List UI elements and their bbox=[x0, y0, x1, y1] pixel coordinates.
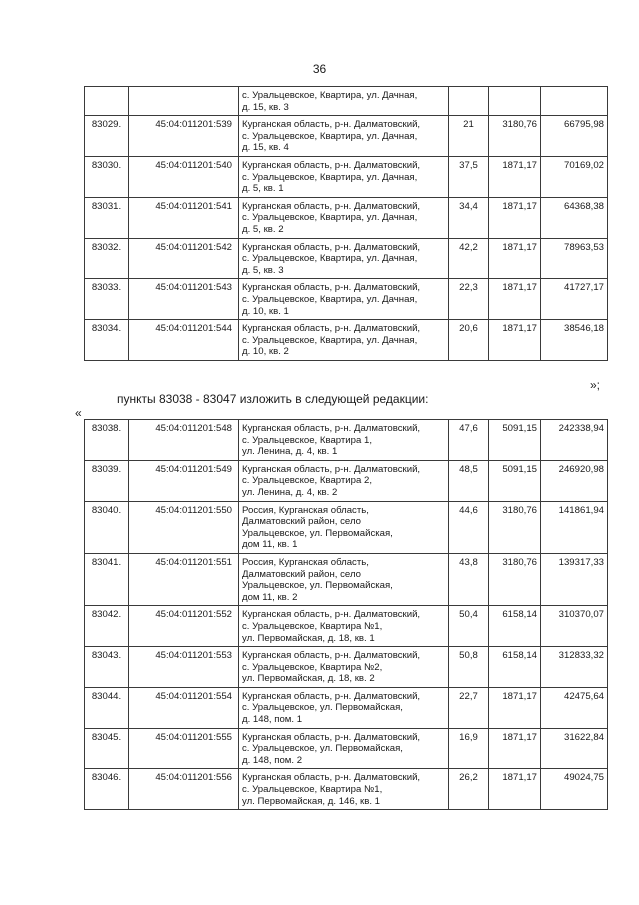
area-cell: 50,8 bbox=[449, 647, 489, 688]
address-cell bbox=[239, 769, 449, 810]
address-line: ул. Первомайская, д. 18, кв. 1 bbox=[242, 632, 375, 644]
table-row bbox=[85, 116, 608, 157]
cadastral-value-cell bbox=[541, 87, 608, 116]
cadastral-value-cell: 242338,94 bbox=[541, 420, 608, 461]
cadastral-number-cell: 45:04:011201:540 bbox=[129, 156, 239, 197]
unit-price-cell: 1871,17 bbox=[489, 320, 541, 361]
row-number-cell: 83045. bbox=[85, 728, 129, 769]
table-body bbox=[85, 87, 608, 361]
cadastral-value-cell: 139317,33 bbox=[541, 553, 608, 605]
address-line: дом 11, кв. 2 bbox=[242, 591, 298, 603]
address-line: Курганская область, р-н. Далматовский, bbox=[242, 423, 421, 434]
row-number-cell: 83031. bbox=[85, 197, 129, 238]
address-line: с. Уральцевское, ул. Первомайская, bbox=[242, 743, 403, 755]
address-line: ул. Ленина, д. 4, кв. 2 bbox=[242, 486, 338, 498]
property-table-continued bbox=[84, 86, 608, 361]
address-line: д. 15, кв. 4 bbox=[242, 142, 289, 154]
unit-price-cell: 6158,14 bbox=[489, 606, 541, 647]
cadastral-number-cell: 45:04:011201:541 bbox=[129, 197, 239, 238]
address-cell bbox=[239, 197, 449, 238]
closing-quote-mark: »; bbox=[590, 378, 601, 392]
cadastral-value-cell: 312833,32 bbox=[541, 647, 608, 688]
address-line: Курганская область, р-н. Далматовский, bbox=[242, 282, 421, 294]
table-row bbox=[85, 687, 608, 728]
table-row bbox=[85, 87, 608, 116]
area-cell: 48,5 bbox=[449, 460, 489, 501]
row-number-cell: 83043. bbox=[85, 647, 129, 688]
unit-price-cell: 3180,76 bbox=[489, 116, 541, 157]
row-number-cell: 83029. bbox=[85, 116, 129, 157]
table-row bbox=[85, 420, 608, 461]
area-cell: 50,4 bbox=[449, 606, 489, 647]
address-line: Россия, Курганская область, bbox=[242, 556, 369, 568]
address-cell bbox=[239, 687, 449, 728]
cadastral-value-cell: 42475,64 bbox=[541, 687, 608, 728]
amendment-instruction: пункты 83038 - 83047 изложить в следующей редакции: bbox=[117, 392, 429, 406]
address-line: Курганская область, р-н. Далматовский, bbox=[242, 241, 421, 253]
row-number-cell: 83046. bbox=[85, 769, 129, 810]
address-line: Россия, Курганская область, bbox=[242, 504, 369, 516]
cadastral-number-cell: 45:04:011201:552 bbox=[129, 606, 239, 647]
row-number-cell: 83040. bbox=[85, 501, 129, 553]
table-row bbox=[85, 647, 608, 688]
address-line: с. Уральцевское, Квартира 2, bbox=[242, 475, 373, 487]
property-table-amended bbox=[84, 419, 608, 810]
area-cell: 20,6 bbox=[449, 320, 489, 361]
cadastral-value-cell: 310370,07 bbox=[541, 606, 608, 647]
address-line: Курганская область, р-н. Далматовский, bbox=[242, 119, 421, 131]
address-line: д. 5, кв. 1 bbox=[242, 183, 284, 195]
unit-price-cell: 5091,15 bbox=[489, 420, 541, 461]
unit-price-cell: 1871,17 bbox=[489, 728, 541, 769]
table-row bbox=[85, 769, 608, 810]
address-line: с. Уральцевское, Квартира, ул. Дачная, bbox=[242, 90, 418, 101]
unit-price-cell: 1871,17 bbox=[489, 197, 541, 238]
cadastral-value-cell: 49024,75 bbox=[541, 769, 608, 810]
unit-price-cell bbox=[489, 87, 541, 116]
row-number-cell: 83034. bbox=[85, 320, 129, 361]
address-line: Курганская область, р-н. Далматовский, bbox=[242, 609, 421, 621]
address-cell bbox=[239, 420, 449, 461]
area-cell: 42,2 bbox=[449, 238, 489, 279]
cadastral-number-cell: 45:04:011201:554 bbox=[129, 687, 239, 728]
address-line: Далматовский район, село bbox=[242, 516, 361, 528]
table-row bbox=[85, 238, 608, 279]
cadastral-number-cell: 45:04:011201:544 bbox=[129, 320, 239, 361]
row-number-cell: 83044. bbox=[85, 687, 129, 728]
address-line: дом 11, кв. 1 bbox=[242, 539, 298, 551]
area-cell: 22,3 bbox=[449, 279, 489, 320]
address-line: Курганская область, р-н. Далматовский, bbox=[242, 200, 421, 212]
address-cell bbox=[239, 116, 449, 157]
address-cell bbox=[239, 460, 449, 501]
address-line: д. 10, кв. 1 bbox=[242, 305, 289, 317]
unit-price-cell: 1871,17 bbox=[489, 156, 541, 197]
address-line: Курганская область, р-н. Далматовский, bbox=[242, 463, 421, 475]
table-row bbox=[85, 320, 608, 361]
address-line: Курганская область, р-н. Далматовский, bbox=[242, 323, 421, 335]
area-cell: 26,2 bbox=[449, 769, 489, 810]
address-line: Курганская область, р-н. Далматовский, bbox=[242, 159, 421, 171]
address-line: Курганская область, р-н. Далматовский, bbox=[242, 772, 421, 784]
area-cell: 21 bbox=[449, 116, 489, 157]
address-line: с. Уральцевское, Квартира 1, bbox=[242, 434, 373, 446]
cadastral-number-cell: 45:04:011201:542 bbox=[129, 238, 239, 279]
address-line: с. Уральцевское, Квартира, ул. Дачная, bbox=[242, 171, 418, 183]
table-row bbox=[85, 460, 608, 501]
table-row bbox=[85, 279, 608, 320]
area-cell: 22,7 bbox=[449, 687, 489, 728]
address-cell bbox=[239, 156, 449, 197]
area-cell: 34,4 bbox=[449, 197, 489, 238]
address-cell bbox=[239, 728, 449, 769]
cadastral-value-cell: 41727,17 bbox=[541, 279, 608, 320]
opening-quote-mark: « bbox=[75, 406, 82, 420]
address-line: с. Уральцевское, ул. Первомайская, bbox=[242, 702, 403, 714]
address-line: ул. Ленина, д. 4, кв. 1 bbox=[242, 446, 338, 458]
area-cell: 43,8 bbox=[449, 553, 489, 605]
row-number-cell: 83041. bbox=[85, 553, 129, 605]
address-line: Курганская область, р-н. Далматовский, bbox=[242, 731, 421, 743]
unit-price-cell: 3180,76 bbox=[489, 501, 541, 553]
unit-price-cell: 1871,17 bbox=[489, 687, 541, 728]
address-line: Курганская область, р-н. Далматовский, bbox=[242, 690, 421, 702]
address-line: с. Уральцевское, Квартира №1, bbox=[242, 620, 383, 632]
row-number-cell bbox=[85, 87, 129, 116]
address-cell bbox=[239, 87, 449, 116]
cadastral-number-cell: 45:04:011201:549 bbox=[129, 460, 239, 501]
cadastral-number-cell: 45:04:011201:548 bbox=[129, 420, 239, 461]
cadastral-value-cell: 38546,18 bbox=[541, 320, 608, 361]
address-line: д. 5, кв. 3 bbox=[242, 264, 284, 276]
address-line: с. Уральцевское, Квартира, ул. Дачная, bbox=[242, 253, 418, 265]
table-row bbox=[85, 606, 608, 647]
area-cell: 16,9 bbox=[449, 728, 489, 769]
address-line: д. 148, пом. 2 bbox=[242, 754, 303, 766]
unit-price-cell: 1871,17 bbox=[489, 238, 541, 279]
address-line: с. Уральцевское, Квартира №2, bbox=[242, 661, 383, 673]
cadastral-number-cell: 45:04:011201:551 bbox=[129, 553, 239, 605]
page-number: 36 bbox=[312, 62, 327, 76]
area-cell: 44,6 bbox=[449, 501, 489, 553]
address-line: Курганская область, р-н. Далматовский, bbox=[242, 650, 421, 662]
address-line: с. Уральцевское, Квартира, ул. Дачная, bbox=[242, 212, 418, 224]
row-number-cell: 83032. bbox=[85, 238, 129, 279]
area-cell: 47,6 bbox=[449, 420, 489, 461]
row-number-cell: 83030. bbox=[85, 156, 129, 197]
area-cell bbox=[449, 87, 489, 116]
cadastral-value-cell: 246920,98 bbox=[541, 460, 608, 501]
address-line: ул. Первомайская, д. 146, кв. 1 bbox=[242, 795, 380, 807]
table-row bbox=[85, 553, 608, 605]
cadastral-number-cell: 45:04:011201:553 bbox=[129, 647, 239, 688]
cadastral-value-cell: 31622,84 bbox=[541, 728, 608, 769]
unit-price-cell: 1871,17 bbox=[489, 769, 541, 810]
address-cell bbox=[239, 501, 449, 553]
table-row bbox=[85, 728, 608, 769]
address-line: ул. Первомайская, д. 18, кв. 2 bbox=[242, 673, 375, 685]
address-line: Уральцевское, ул. Первомайская, bbox=[242, 580, 393, 592]
cadastral-number-cell: 45:04:011201:550 bbox=[129, 501, 239, 553]
table-body bbox=[85, 420, 608, 810]
cadastral-value-cell: 66795,98 bbox=[541, 116, 608, 157]
cadastral-number-cell: 45:04:011201:543 bbox=[129, 279, 239, 320]
address-line: Далматовский район, село bbox=[242, 568, 361, 580]
table-row bbox=[85, 501, 608, 553]
address-line: д. 10, кв. 2 bbox=[242, 346, 289, 358]
table-row bbox=[85, 197, 608, 238]
address-cell bbox=[239, 647, 449, 688]
address-cell bbox=[239, 553, 449, 605]
unit-price-cell: 6158,14 bbox=[489, 647, 541, 688]
address-line: Уральцевское, ул. Первомайская, bbox=[242, 527, 393, 539]
row-number-cell: 83039. bbox=[85, 460, 129, 501]
area-cell: 37,5 bbox=[449, 156, 489, 197]
unit-price-cell: 1871,17 bbox=[489, 279, 541, 320]
address-line: с. Уральцевское, Квартира, ул. Дачная, bbox=[242, 130, 418, 142]
row-number-cell: 83042. bbox=[85, 606, 129, 647]
row-number-cell: 83038. bbox=[85, 420, 129, 461]
unit-price-cell: 3180,76 bbox=[489, 553, 541, 605]
address-line: д. 5, кв. 2 bbox=[242, 223, 284, 235]
address-cell bbox=[239, 320, 449, 361]
address-cell bbox=[239, 606, 449, 647]
address-line: с. Уральцевское, Квартира, ул. Дачная, bbox=[242, 293, 418, 305]
unit-price-cell: 5091,15 bbox=[489, 460, 541, 501]
cadastral-number-cell bbox=[129, 87, 239, 116]
address-line: с. Уральцевское, Квартира №1, bbox=[242, 784, 383, 796]
cadastral-value-cell: 141861,94 bbox=[541, 501, 608, 553]
address-line: д. 148, пом. 1 bbox=[242, 714, 303, 726]
address-line: с. Уральцевское, Квартира, ул. Дачная, bbox=[242, 334, 418, 346]
row-number-cell: 83033. bbox=[85, 279, 129, 320]
cadastral-number-cell: 45:04:011201:556 bbox=[129, 769, 239, 810]
cadastral-number-cell: 45:04:011201:539 bbox=[129, 116, 239, 157]
table-row bbox=[85, 156, 608, 197]
address-line: д. 15, кв. 3 bbox=[242, 101, 289, 113]
cadastral-value-cell: 70169,02 bbox=[541, 156, 608, 197]
address-cell bbox=[239, 279, 449, 320]
address-cell bbox=[239, 238, 449, 279]
cadastral-value-cell: 64368,38 bbox=[541, 197, 608, 238]
cadastral-number-cell: 45:04:011201:555 bbox=[129, 728, 239, 769]
cadastral-value-cell: 78963,53 bbox=[541, 238, 608, 279]
